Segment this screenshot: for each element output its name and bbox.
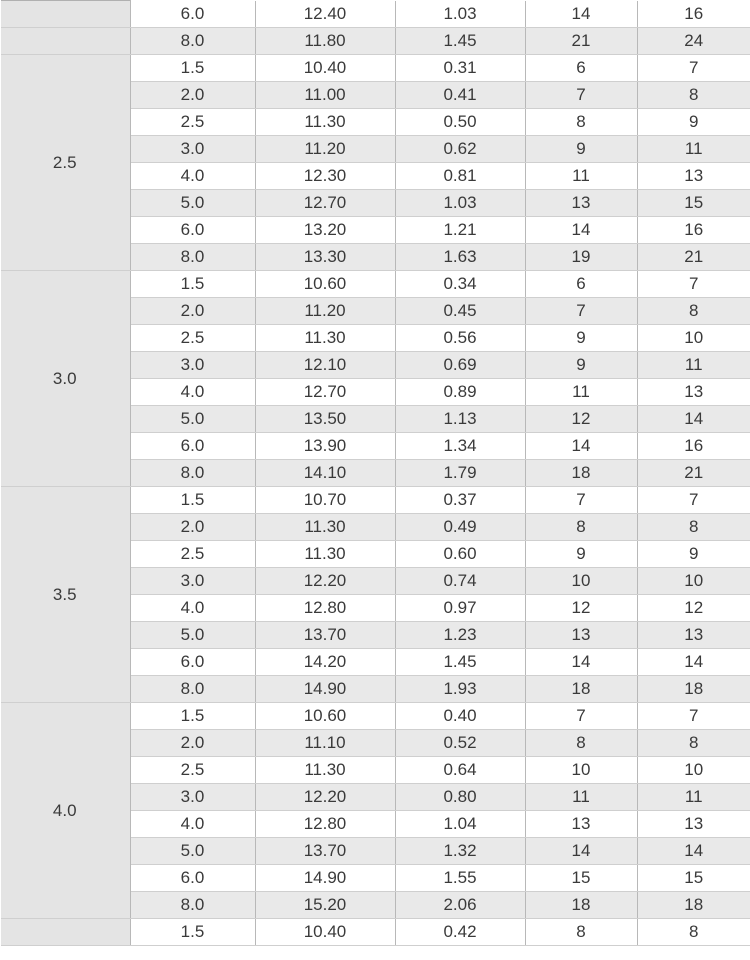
- cell-a: 1.5: [130, 271, 255, 298]
- cell-d: 21: [525, 28, 637, 55]
- cell-a: 6.0: [130, 217, 255, 244]
- cell-c: 1.13: [395, 406, 525, 433]
- cell-c: 0.56: [395, 325, 525, 352]
- cell-d: 6: [525, 55, 637, 82]
- cell-b: 12.70: [255, 379, 395, 406]
- cell-a: 1.5: [130, 487, 255, 514]
- cell-d: 8: [525, 730, 637, 757]
- left-edge-rule: [0, 0, 1, 960]
- cell-b: 14.20: [255, 649, 395, 676]
- cell-d: 11: [525, 784, 637, 811]
- group-label-cell: 2.5: [0, 55, 130, 271]
- cell-e: 13: [637, 811, 750, 838]
- table-row: [0, 55, 750, 82]
- cell-a: 3.0: [130, 136, 255, 163]
- cell-c: 0.81: [395, 163, 525, 190]
- cell-a: 3.0: [130, 784, 255, 811]
- cell-e: 7: [637, 55, 750, 82]
- group-label-cell: 4.0: [0, 703, 130, 919]
- cell-a: 2.5: [130, 757, 255, 784]
- cell-a: 8.0: [130, 460, 255, 487]
- cell-e: 7: [637, 487, 750, 514]
- cell-a: 8.0: [130, 892, 255, 919]
- cell-b: 13.50: [255, 406, 395, 433]
- cell-b: 11.30: [255, 514, 395, 541]
- cell-c: 0.34: [395, 271, 525, 298]
- cell-a: 8.0: [130, 676, 255, 703]
- cell-b: 11.10: [255, 730, 395, 757]
- cell-d: 7: [525, 82, 637, 109]
- cell-c: 1.34: [395, 433, 525, 460]
- cell-d: 8: [525, 514, 637, 541]
- cell-b: 11.30: [255, 325, 395, 352]
- cell-b: 12.70: [255, 190, 395, 217]
- cell-c: 1.93: [395, 676, 525, 703]
- table-row: [0, 28, 750, 55]
- cell-d: 13: [525, 622, 637, 649]
- cell-c: 0.42: [395, 919, 525, 946]
- cell-a: 4.0: [130, 379, 255, 406]
- cell-c: 2.06: [395, 892, 525, 919]
- cell-a: 2.0: [130, 730, 255, 757]
- cell-c: 0.41: [395, 82, 525, 109]
- cell-b: 12.80: [255, 811, 395, 838]
- cell-b: 12.40: [255, 1, 395, 28]
- cell-a: 2.5: [130, 325, 255, 352]
- cell-e: 13: [637, 379, 750, 406]
- cell-b: 13.70: [255, 838, 395, 865]
- cell-c: 0.31: [395, 55, 525, 82]
- cell-e: 7: [637, 703, 750, 730]
- cell-d: 9: [525, 325, 637, 352]
- cell-e: 18: [637, 892, 750, 919]
- cell-b: 10.40: [255, 919, 395, 946]
- cell-a: 6.0: [130, 433, 255, 460]
- cell-c: 1.45: [395, 28, 525, 55]
- cell-a: 5.0: [130, 406, 255, 433]
- cell-d: 18: [525, 892, 637, 919]
- cell-b: 11.20: [255, 136, 395, 163]
- cell-d: 9: [525, 136, 637, 163]
- cell-e: 11: [637, 352, 750, 379]
- cell-e: 13: [637, 622, 750, 649]
- cell-b: 11.00: [255, 82, 395, 109]
- cell-e: 21: [637, 460, 750, 487]
- cell-c: 1.45: [395, 649, 525, 676]
- cell-c: 0.69: [395, 352, 525, 379]
- cell-b: 12.10: [255, 352, 395, 379]
- cell-b: 10.60: [255, 703, 395, 730]
- cell-d: 9: [525, 352, 637, 379]
- cell-e: 13: [637, 163, 750, 190]
- cell-c: 0.97: [395, 595, 525, 622]
- table-body: [0, 1, 750, 946]
- cell-e: 8: [637, 919, 750, 946]
- cell-a: 2.0: [130, 298, 255, 325]
- cell-a: 6.0: [130, 1, 255, 28]
- cell-a: 2.0: [130, 82, 255, 109]
- cell-c: 0.52: [395, 730, 525, 757]
- cell-d: 7: [525, 703, 637, 730]
- cell-d: 18: [525, 460, 637, 487]
- cell-b: 10.70: [255, 487, 395, 514]
- cell-e: 24: [637, 28, 750, 55]
- cell-a: 2.5: [130, 541, 255, 568]
- cell-e: 21: [637, 244, 750, 271]
- cell-b: 13.20: [255, 217, 395, 244]
- cell-a: 1.5: [130, 919, 255, 946]
- cell-c: 1.79: [395, 460, 525, 487]
- group-label-cell: 3.0: [0, 271, 130, 487]
- cell-c: 0.74: [395, 568, 525, 595]
- cell-b: 12.80: [255, 595, 395, 622]
- table-row: [0, 487, 750, 514]
- cell-c: 0.40: [395, 703, 525, 730]
- cell-c: 1.03: [395, 1, 525, 28]
- group-label-cell-empty: [0, 919, 130, 946]
- cell-b: 13.70: [255, 622, 395, 649]
- cell-e: 10: [637, 568, 750, 595]
- cell-d: 7: [525, 298, 637, 325]
- cell-e: 10: [637, 325, 750, 352]
- cell-e: 16: [637, 1, 750, 28]
- group-label-cell-empty: [0, 28, 130, 55]
- cell-b: 14.10: [255, 460, 395, 487]
- cell-c: 1.21: [395, 217, 525, 244]
- cell-c: 0.64: [395, 757, 525, 784]
- cell-a: 6.0: [130, 649, 255, 676]
- cell-a: 8.0: [130, 28, 255, 55]
- table-row: [0, 703, 750, 730]
- cell-b: 10.60: [255, 271, 395, 298]
- cell-e: 16: [637, 217, 750, 244]
- cell-e: 8: [637, 82, 750, 109]
- cell-a: 5.0: [130, 838, 255, 865]
- cell-b: 15.20: [255, 892, 395, 919]
- cell-a: 3.0: [130, 568, 255, 595]
- table-row: [0, 919, 750, 946]
- cell-d: 14: [525, 433, 637, 460]
- cell-e: 14: [637, 406, 750, 433]
- cell-a: 3.0: [130, 352, 255, 379]
- cell-d: 8: [525, 109, 637, 136]
- cell-a: 4.0: [130, 811, 255, 838]
- cell-a: 1.5: [130, 55, 255, 82]
- cell-b: 11.30: [255, 541, 395, 568]
- cell-b: 14.90: [255, 865, 395, 892]
- cell-e: 7: [637, 271, 750, 298]
- cell-c: 1.03: [395, 190, 525, 217]
- cell-c: 0.62: [395, 136, 525, 163]
- cell-c: 1.32: [395, 838, 525, 865]
- cell-b: 11.30: [255, 109, 395, 136]
- table-row: [0, 271, 750, 298]
- cell-e: 9: [637, 109, 750, 136]
- cell-d: 8: [525, 919, 637, 946]
- cell-a: 8.0: [130, 244, 255, 271]
- cell-b: 13.90: [255, 433, 395, 460]
- cell-a: 2.5: [130, 109, 255, 136]
- cell-b: 12.20: [255, 568, 395, 595]
- cell-e: 18: [637, 676, 750, 703]
- cell-a: 1.5: [130, 703, 255, 730]
- cell-d: 19: [525, 244, 637, 271]
- cell-e: 8: [637, 514, 750, 541]
- cell-b: 13.30: [255, 244, 395, 271]
- cell-d: 14: [525, 838, 637, 865]
- cell-c: 0.50: [395, 109, 525, 136]
- cell-d: 14: [525, 217, 637, 244]
- cell-d: 18: [525, 676, 637, 703]
- cell-c: 0.80: [395, 784, 525, 811]
- cell-a: 5.0: [130, 190, 255, 217]
- cell-a: 4.0: [130, 163, 255, 190]
- cell-e: 14: [637, 649, 750, 676]
- cell-b: 11.80: [255, 28, 395, 55]
- cell-c: 0.89: [395, 379, 525, 406]
- cell-e: 12: [637, 595, 750, 622]
- cell-e: 10: [637, 757, 750, 784]
- cell-c: 1.63: [395, 244, 525, 271]
- cell-b: 10.40: [255, 55, 395, 82]
- cell-d: 11: [525, 379, 637, 406]
- cell-b: 12.20: [255, 784, 395, 811]
- cell-e: 8: [637, 730, 750, 757]
- cell-b: 11.20: [255, 298, 395, 325]
- cell-e: 16: [637, 433, 750, 460]
- cell-c: 1.55: [395, 865, 525, 892]
- group-label-cell-empty: [0, 1, 130, 28]
- cell-e: 9: [637, 541, 750, 568]
- cell-c: 0.49: [395, 514, 525, 541]
- cell-e: 11: [637, 784, 750, 811]
- cell-d: 6: [525, 271, 637, 298]
- cell-d: 10: [525, 757, 637, 784]
- cell-c: 1.04: [395, 811, 525, 838]
- cell-d: 14: [525, 1, 637, 28]
- cell-d: 10: [525, 568, 637, 595]
- cell-a: 6.0: [130, 865, 255, 892]
- cell-b: 14.90: [255, 676, 395, 703]
- cell-d: 12: [525, 406, 637, 433]
- cell-c: 0.60: [395, 541, 525, 568]
- cell-a: 2.0: [130, 514, 255, 541]
- cell-d: 7: [525, 487, 637, 514]
- cell-d: 14: [525, 649, 637, 676]
- cell-d: 11: [525, 163, 637, 190]
- cell-b: 12.30: [255, 163, 395, 190]
- cell-e: 14: [637, 838, 750, 865]
- cell-d: 12: [525, 595, 637, 622]
- cell-d: 15: [525, 865, 637, 892]
- cell-b: 11.30: [255, 757, 395, 784]
- cell-e: 11: [637, 136, 750, 163]
- cell-d: 13: [525, 811, 637, 838]
- cell-c: 1.23: [395, 622, 525, 649]
- cell-a: 5.0: [130, 622, 255, 649]
- cell-a: 4.0: [130, 595, 255, 622]
- cell-d: 9: [525, 541, 637, 568]
- cell-c: 0.37: [395, 487, 525, 514]
- cell-c: 0.45: [395, 298, 525, 325]
- cell-d: 13: [525, 190, 637, 217]
- cell-e: 15: [637, 190, 750, 217]
- table-row: [0, 1, 750, 28]
- cell-e: 8: [637, 298, 750, 325]
- group-label-cell: 3.5: [0, 487, 130, 703]
- cell-e: 15: [637, 865, 750, 892]
